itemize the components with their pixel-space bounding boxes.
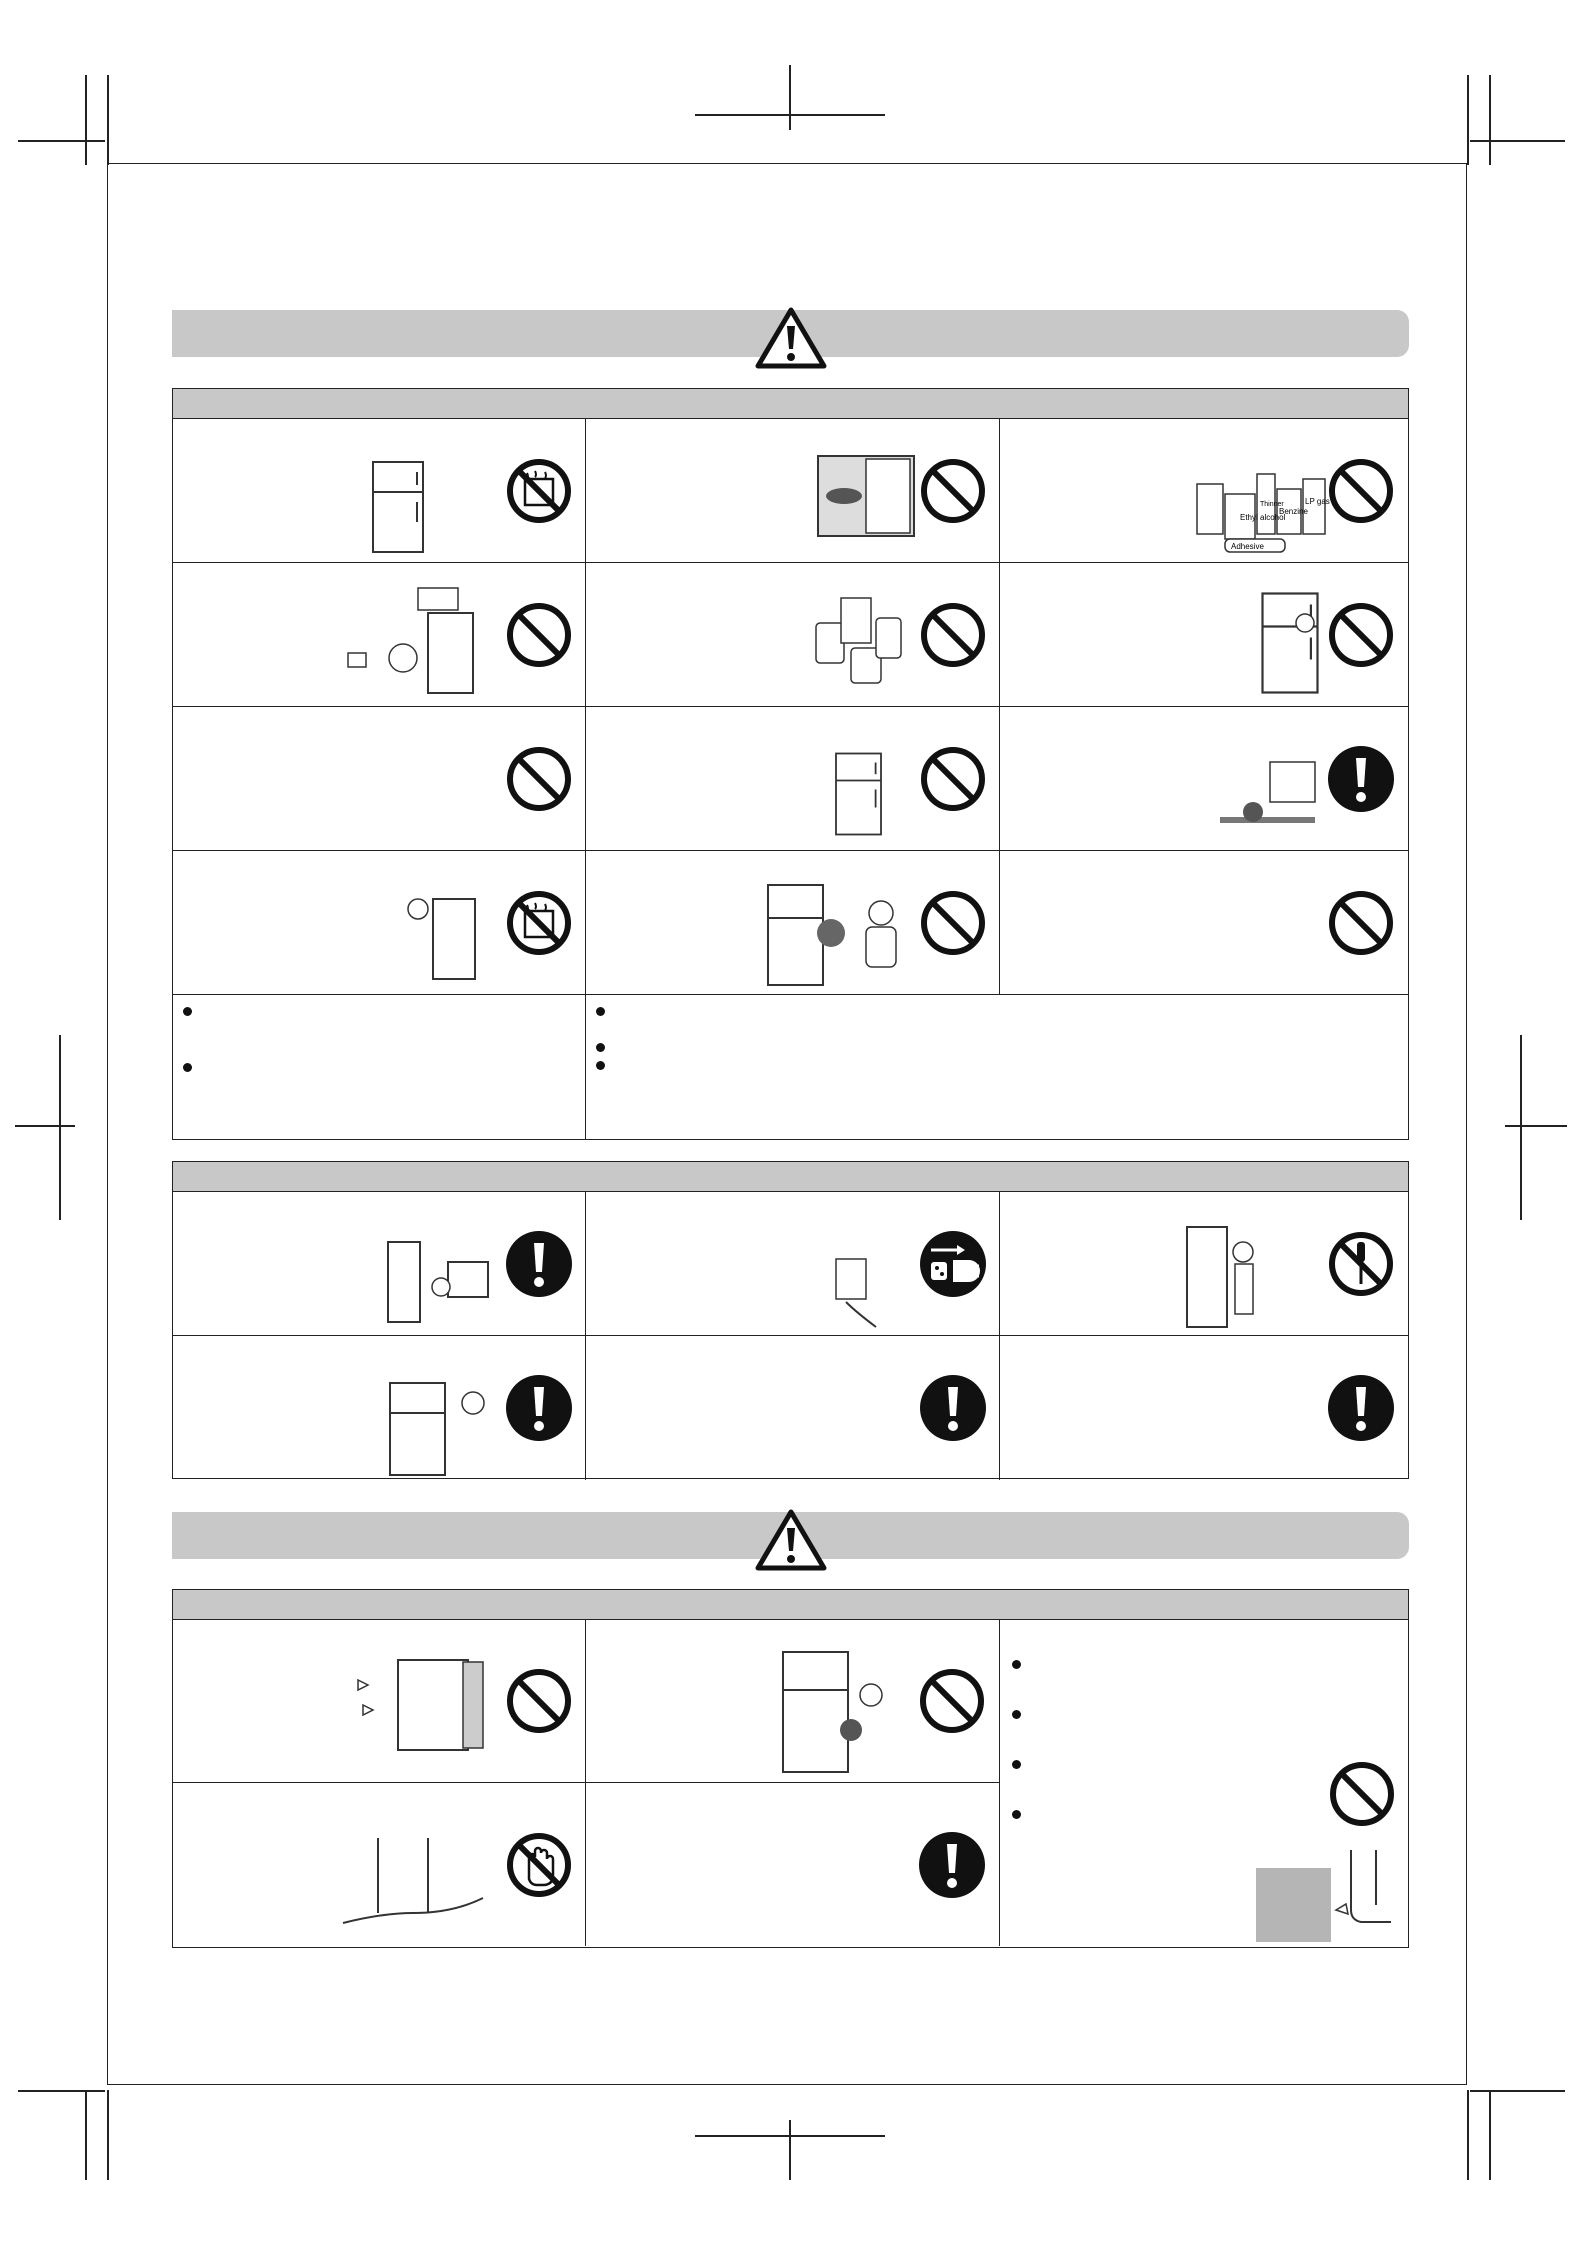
table-cell: [1000, 419, 1407, 562]
warning-table-2: [172, 1161, 1409, 1479]
flammable-containers-illustration: [1195, 454, 1330, 554]
crop-mark: [107, 2090, 109, 2180]
table-row: [173, 1192, 1408, 1336]
prohibited-icon: [505, 745, 573, 813]
table-cell: [1000, 851, 1407, 994]
table-cell: [586, 1620, 998, 1782]
table-header-bar: [173, 389, 1408, 419]
foot-injury-illustration: [1256, 1850, 1406, 1942]
prohibited-icon: [919, 601, 987, 669]
table-cell: [586, 851, 1000, 994]
table-cell: [1000, 563, 1407, 706]
table-row: [173, 563, 1408, 707]
bullet: [596, 1061, 605, 1070]
prohibited-icon: [1328, 1760, 1396, 1828]
table-cell: [1000, 1192, 1407, 1335]
disassembly-illustration: [1185, 1222, 1265, 1334]
gas-leak-illustration: [388, 1378, 498, 1478]
caution-table: [172, 1589, 1409, 1948]
bullet: [183, 1007, 192, 1016]
crop-mark: [107, 75, 109, 165]
crop-mark: [789, 2120, 791, 2180]
table-cell: [173, 1783, 586, 1946]
table-cell: [173, 1336, 586, 1480]
no-disassembly-icon: [1327, 1230, 1395, 1298]
refrigerator-illustration: [831, 749, 886, 839]
crop-mark: [85, 75, 87, 165]
no-water-icon: [505, 457, 573, 525]
notes-cell: [586, 995, 1407, 1139]
prohibited-icon: [918, 1667, 986, 1735]
table-header-bar: [173, 1162, 1408, 1192]
crop-mark: [1467, 2090, 1469, 2180]
mandatory-icon: [919, 1374, 987, 1442]
crop-mark: [18, 140, 105, 142]
label-benzine: Benzine: [1279, 507, 1308, 516]
refrigerator-illustration: [368, 457, 428, 557]
crop-mark: [1489, 75, 1491, 165]
hanging-on-door-illustration: [781, 1650, 906, 1778]
falling-object-illustration: [333, 583, 483, 698]
socket-check-illustration: [383, 1237, 493, 1332]
bullet: [1012, 1660, 1021, 1669]
crop-mark: [15, 1125, 75, 1127]
bullet: [596, 1007, 605, 1016]
warning-triangle-icon: [755, 307, 827, 369]
table-cell: [586, 707, 1000, 850]
table-cell: [586, 1192, 1000, 1335]
prohibited-icon: [919, 457, 987, 525]
bullet: [1012, 1760, 1021, 1769]
table-cell: [586, 563, 1000, 706]
bullet: [596, 1043, 605, 1052]
table-cell: [173, 563, 586, 706]
table-header-bar: [173, 1590, 1408, 1620]
table-cell: [586, 1336, 1000, 1480]
table-row: [173, 1336, 1408, 1480]
label-ethyl-alcohol: Ethyl alcohol: [1240, 513, 1286, 522]
table-cell: [1000, 707, 1407, 850]
notes-row: [173, 995, 1408, 1139]
crop-mark: [59, 1035, 61, 1220]
table-row: [173, 419, 1408, 563]
table-row: [173, 851, 1408, 995]
warning-table-1: [172, 388, 1409, 1140]
humid-location-illustration: [1215, 757, 1320, 842]
table-cell: [173, 1620, 586, 1782]
notes-cell: [1000, 1620, 1408, 1946]
mandatory-icon: [918, 1831, 986, 1899]
mandatory-icon: [505, 1374, 573, 1442]
table-row: [173, 1620, 999, 1783]
table-row: [173, 1783, 999, 1946]
prohibited-icon: [1327, 889, 1395, 957]
person-plant-illustration: [766, 883, 916, 991]
prohibited-icon: [1327, 601, 1395, 669]
label-lp-gas: LP gas: [1305, 497, 1330, 506]
crop-mark: [85, 2090, 87, 2180]
table-cell: [586, 419, 1000, 562]
mandatory-icon: [1327, 745, 1395, 813]
mandatory-icon: [505, 1230, 573, 1298]
crop-mark: [1489, 2090, 1491, 2180]
label-adhesive: Adhesive: [1231, 542, 1264, 551]
table-cell: [1000, 1336, 1407, 1480]
prohibited-icon: [505, 1667, 573, 1735]
mandatory-icon: [1327, 1374, 1395, 1442]
crop-mark: [1470, 140, 1565, 142]
water-splash-illustration: [398, 889, 478, 989]
table-cell: [173, 851, 586, 994]
crop-mark: [1520, 1035, 1522, 1220]
unplug-hand-illustration: [831, 1257, 891, 1332]
bullet: [183, 1063, 192, 1072]
no-touch-icon: [505, 1831, 573, 1899]
prohibited-icon: [1327, 457, 1395, 525]
table-cell: [173, 707, 586, 850]
bullet: [1012, 1710, 1021, 1719]
prohibited-icon: [919, 889, 987, 957]
crop-mark: [1467, 75, 1469, 165]
crop-mark: [1470, 2090, 1565, 2092]
warning-triangle-icon: [755, 1509, 827, 1571]
door-pinch-illustration: [353, 1650, 488, 1760]
table-cell: [173, 419, 586, 562]
prohibited-icon: [505, 601, 573, 669]
table-cell: [586, 1783, 998, 1946]
table-cell: [173, 1192, 586, 1335]
no-water-icon: [505, 889, 573, 957]
crop-mark: [789, 65, 791, 130]
child-climbing-illustration: [1255, 588, 1325, 698]
notes-cell: [173, 995, 586, 1139]
crop-mark: [1505, 1125, 1567, 1127]
label-thinner: Thinner: [1260, 501, 1284, 508]
caution-banner: [172, 1512, 1409, 1559]
open-refrigerator-illustration: [816, 451, 916, 541]
table-row: [173, 707, 1408, 851]
feet-under-door-illustration: [338, 1833, 488, 1933]
prohibited-icon: [919, 745, 987, 813]
bullet: [1012, 1810, 1021, 1819]
crop-mark: [18, 2090, 105, 2092]
unplug-icon: [919, 1230, 987, 1298]
medicine-bottles-illustration: [811, 593, 911, 688]
warning-banner: [172, 310, 1409, 357]
